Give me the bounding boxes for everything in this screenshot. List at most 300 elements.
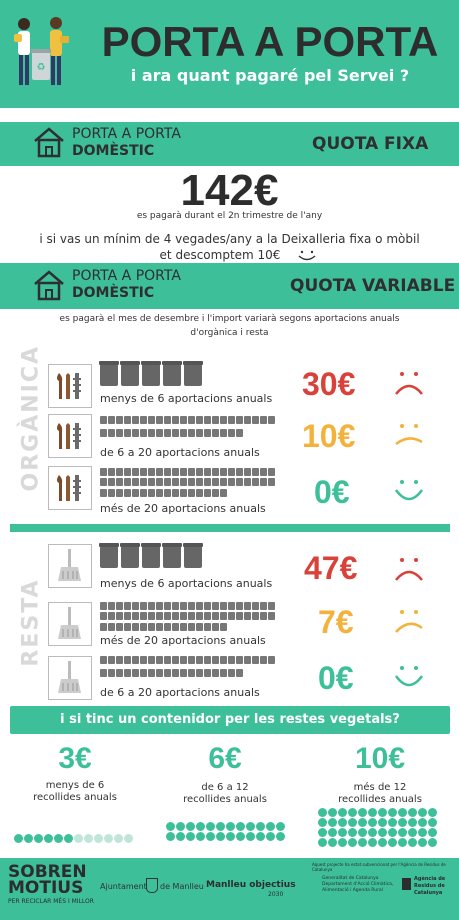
bin-icon <box>108 669 115 677</box>
tree-icon <box>276 822 285 831</box>
bin-icon <box>196 468 203 476</box>
bin-icon <box>228 602 235 610</box>
bin-icon <box>252 416 259 424</box>
bin-icon <box>260 468 267 476</box>
organic-waste-icon <box>48 466 92 510</box>
fixed-discount-line2: et descomptem 10€ <box>159 248 281 262</box>
bin-icon <box>204 489 211 497</box>
bin-icon <box>180 489 187 497</box>
tree-icon <box>428 818 437 827</box>
tree-icons-3 <box>318 808 443 847</box>
bin-icon <box>124 669 131 677</box>
fixed-line1: PORTA A PORTA <box>72 126 181 142</box>
bin-icon <box>228 478 235 486</box>
bin-icon <box>204 478 211 486</box>
bin-icon <box>164 602 171 610</box>
vegetal-label-1b: recollides anuals <box>33 792 117 803</box>
tree-icon <box>338 808 347 817</box>
sad-face-icon <box>392 554 426 588</box>
bin-icon <box>116 429 123 437</box>
svg-text:♻: ♻ <box>36 62 46 73</box>
bin-icon <box>164 656 171 664</box>
bin-icon <box>220 416 227 424</box>
bin-icon <box>148 602 155 610</box>
tree-icon <box>418 818 427 827</box>
tree-icon <box>236 822 245 831</box>
bin-icon <box>140 429 147 437</box>
tree-icon <box>186 822 195 831</box>
footer-objectius-year: 2030 <box>268 891 284 898</box>
bin-icon <box>108 623 115 631</box>
footer-arc-3: Catalunya <box>414 890 443 896</box>
tree-icon <box>398 828 407 837</box>
tree-icon <box>428 808 437 817</box>
bin-icon <box>164 612 171 620</box>
bin-icon <box>220 612 227 620</box>
bin-icon <box>184 546 202 568</box>
bin-icon <box>100 602 107 610</box>
tree-icon <box>34 834 43 843</box>
broom-icon <box>48 656 92 700</box>
bin-icon <box>100 429 107 437</box>
broom-icon <box>48 544 92 588</box>
bin-icon <box>116 669 123 677</box>
bin-icon <box>236 602 243 610</box>
tree-icon <box>368 818 377 827</box>
bin-icon <box>252 468 259 476</box>
bin-icon <box>124 468 131 476</box>
tree-icon <box>176 822 185 831</box>
footer-logo-line2: MOTIUS <box>8 878 84 898</box>
bin-icon <box>132 612 139 620</box>
tree-icon <box>114 834 123 843</box>
fixed-price: 142€ <box>180 166 279 215</box>
bin-icon <box>108 612 115 620</box>
bin-icon <box>148 416 155 424</box>
bin-icon <box>268 416 275 424</box>
bin-icon <box>148 468 155 476</box>
bin-icon <box>156 612 163 620</box>
organic-row2-text: de 6 a 20 aportacions anuals <box>100 446 260 459</box>
bin-icon <box>204 669 211 677</box>
tree-icon <box>266 832 275 841</box>
organic-bins-row3 <box>100 468 280 498</box>
tree-icon <box>358 808 367 817</box>
bin-icon <box>124 602 131 610</box>
bin-icon <box>204 429 211 437</box>
tree-icon <box>44 834 53 843</box>
bin-icon <box>268 602 275 610</box>
bin-icon <box>164 416 171 424</box>
tree-icon <box>348 808 357 817</box>
bin-icon <box>100 478 107 486</box>
tree-icon <box>256 822 265 831</box>
tree-icon <box>328 828 337 837</box>
bin-icon <box>244 656 251 664</box>
arc-logo-icon <box>402 878 411 890</box>
tree-icon <box>338 838 347 847</box>
bin-icon <box>180 602 187 610</box>
bin-icon <box>220 489 227 497</box>
tree-icon <box>166 822 175 831</box>
vegetal-heading: i si tinc un contenidor per les restes vegetals? <box>60 712 400 727</box>
footer-ajuntament-2: de Manlleu <box>160 882 204 891</box>
bin-icon <box>172 429 179 437</box>
bin-icon <box>252 478 259 486</box>
bin-icon <box>100 623 107 631</box>
variable-desc-line1: es pagarà el mes de desembre i l'import variarà segons aportacions anuals <box>59 314 400 324</box>
bin-icon <box>212 612 219 620</box>
bin-icon <box>124 612 131 620</box>
bin-icon <box>196 602 203 610</box>
vegetal-label-2b: recollides anuals <box>183 794 267 805</box>
tree-icon <box>338 818 347 827</box>
bin-icon <box>164 468 171 476</box>
bin-icon <box>148 623 155 631</box>
bin-icon <box>148 489 155 497</box>
organic-row1-text: menys de 6 aportacions anuals <box>100 392 273 405</box>
resta-row2-text: més de 20 aportacions anuals <box>100 634 266 647</box>
bin-icon <box>156 478 163 486</box>
bin-icon <box>188 623 195 631</box>
bin-icon <box>212 623 219 631</box>
tree-icon <box>276 832 285 841</box>
bin-icon <box>132 489 139 497</box>
bin-icon <box>148 669 155 677</box>
tree-icon <box>176 832 185 841</box>
bin-icon <box>100 416 107 424</box>
tree-icon <box>378 828 387 837</box>
bin-icon <box>244 602 251 610</box>
tree-icon <box>408 828 417 837</box>
bin-icon <box>116 489 123 497</box>
bin-icon <box>132 623 139 631</box>
fixed-discount-line1: i si vas un mínim de 4 vegades/any a la Deixalleria fixa o mòbil <box>39 232 420 246</box>
house-icon <box>32 268 66 306</box>
bin-icon <box>116 656 123 664</box>
bin-icon <box>124 416 131 424</box>
bin-icon <box>260 612 267 620</box>
bin-icon <box>142 546 160 568</box>
bin-icon <box>196 489 203 497</box>
resta-row3-price: 0€ <box>318 660 354 696</box>
organic-waste-icon <box>48 414 92 458</box>
bin-icon <box>196 656 203 664</box>
bin-icon <box>204 602 211 610</box>
tree-icon <box>408 818 417 827</box>
bin-icon <box>100 612 107 620</box>
bin-icon <box>108 478 115 486</box>
bin-icon <box>204 468 211 476</box>
tree-icon <box>368 808 377 817</box>
variable-line2: DOMÈSTIC <box>72 285 155 301</box>
tree-icon <box>428 838 437 847</box>
tree-icon <box>388 818 397 827</box>
tree-icon <box>398 838 407 847</box>
bin-icon <box>121 546 139 568</box>
footer-gen-1: Generalitat de Catalunya <box>322 876 379 881</box>
footer-arc-2: Residus de <box>414 883 445 889</box>
resta-row3-text: de 6 a 20 aportacions anuals <box>100 686 260 699</box>
footer-gen-2: Departament d'Acció Climàtica, <box>322 882 394 887</box>
tree-icon <box>74 834 83 843</box>
bin-icon <box>124 623 131 631</box>
vegetal-label-3b: recollides anuals <box>338 794 422 805</box>
fixed-desc: es pagarà durant el 2n trimestre de l'any <box>136 211 323 221</box>
bin-icon <box>108 602 115 610</box>
broom-icon <box>48 602 92 646</box>
bin-icon <box>140 602 147 610</box>
bin-icon <box>188 416 195 424</box>
bin-icon <box>180 612 187 620</box>
tree-icon <box>348 838 357 847</box>
bin-icon <box>268 656 275 664</box>
tree-icon <box>368 828 377 837</box>
bin-icon <box>212 656 219 664</box>
bin-icon <box>196 623 203 631</box>
tree-icon <box>408 838 417 847</box>
bin-icon <box>132 416 139 424</box>
bin-icon <box>220 468 227 476</box>
tree-icon <box>328 818 337 827</box>
bin-icon <box>228 669 235 677</box>
neutral-face-icon <box>392 420 426 454</box>
bin-icon <box>188 468 195 476</box>
bin-icon <box>268 478 275 486</box>
variable-desc-line2: d'orgànica i resta <box>190 328 269 338</box>
bin-icon <box>116 478 123 486</box>
bin-icon <box>236 416 243 424</box>
footer-logo-sub: PER RECICLAR MÉS I MILLOR <box>8 898 94 905</box>
organica-label: ORGÀNICA <box>18 345 44 492</box>
tree-icon <box>418 828 427 837</box>
bin-icon <box>164 489 171 497</box>
bin-icon <box>180 669 187 677</box>
bin-icon <box>236 468 243 476</box>
tree-icon <box>236 832 245 841</box>
footer-arc-1: Agència de <box>414 876 446 882</box>
vegetal-price-2: 6€ <box>208 742 242 775</box>
coat-of-arms-icon <box>146 878 158 893</box>
bin-icon <box>148 612 155 620</box>
bin-icon <box>212 429 219 437</box>
tree-icon <box>54 834 63 843</box>
bin-icon <box>196 416 203 424</box>
bin-icon <box>260 656 267 664</box>
tree-icon <box>348 818 357 827</box>
tree-icon <box>196 832 205 841</box>
bin-icon <box>100 364 118 386</box>
bin-icon <box>116 623 123 631</box>
vegetal-label-3a: més de 12 <box>353 782 407 793</box>
footer-gen-3: Alimentació i Agenda Rural <box>322 888 383 893</box>
bin-icon <box>188 656 195 664</box>
bin-icon <box>142 364 160 386</box>
tree-icon <box>428 828 437 837</box>
tree-icon <box>318 828 327 837</box>
bin-icon <box>172 478 179 486</box>
bin-icon <box>180 623 187 631</box>
tree-icon <box>266 822 275 831</box>
footer-note: Aquest projecte ha estat subvencionat per l'Agència de Residus de Catalunya <box>312 862 446 872</box>
resta-bins-row3 <box>100 656 280 680</box>
bin-icon <box>212 669 219 677</box>
bin-icon <box>172 623 179 631</box>
vegetal-label-2a: de 6 a 12 <box>201 782 249 793</box>
fixed-line2: DOMÈSTIC <box>72 143 155 159</box>
organic-bins-row1 <box>100 364 205 386</box>
bin-icon <box>172 602 179 610</box>
bin-icon <box>100 468 107 476</box>
bin-icon <box>108 416 115 424</box>
tree-icon <box>226 822 235 831</box>
bin-icon <box>252 602 259 610</box>
bin-icon <box>236 612 243 620</box>
house-icon <box>32 125 66 163</box>
tree-icon <box>64 834 73 843</box>
bin-icon <box>132 429 139 437</box>
variable-line1: PORTA A PORTA <box>72 268 181 284</box>
bin-icon <box>172 468 179 476</box>
bin-icon <box>164 478 171 486</box>
organic-row2-price: 10€ <box>302 418 356 454</box>
bin-icon <box>220 478 227 486</box>
bin-icon <box>140 489 147 497</box>
resta-label: RESTA <box>18 578 44 667</box>
bin-icon <box>212 478 219 486</box>
bin-icon <box>156 429 163 437</box>
resta-bins-row2 <box>100 602 280 632</box>
happy-face-icon <box>392 476 426 510</box>
tree-icon <box>378 838 387 847</box>
tree-icon <box>368 838 377 847</box>
tree-icon <box>206 832 215 841</box>
tree-icon <box>226 832 235 841</box>
bin-icon <box>156 669 163 677</box>
tree-icon <box>418 808 427 817</box>
bin-icon <box>140 656 147 664</box>
tree-icon <box>408 808 417 817</box>
bin-icon <box>124 656 131 664</box>
fixed-quota-label: QUOTA FIXA <box>312 134 429 154</box>
organic-row3-text: més de 20 aportacions anuals <box>100 502 266 515</box>
bin-icon <box>188 669 195 677</box>
resta-row1-price: 47€ <box>304 550 358 586</box>
bin-icon <box>180 416 187 424</box>
bin-icon <box>188 489 195 497</box>
tree-icon <box>318 818 327 827</box>
organic-waste-icon <box>48 364 92 408</box>
bin-icon <box>260 602 267 610</box>
divider <box>10 524 450 532</box>
bin-icon <box>156 489 163 497</box>
bin-icon <box>140 468 147 476</box>
bin-icon <box>180 429 187 437</box>
tree-icon <box>14 834 23 843</box>
tree-icon <box>348 828 357 837</box>
page-title: PORTA A PORTA <box>101 18 439 65</box>
bin-icon <box>204 656 211 664</box>
bin-icon <box>140 416 147 424</box>
bin-icon <box>172 656 179 664</box>
tree-icon <box>378 818 387 827</box>
bin-icon <box>196 429 203 437</box>
bin-icon <box>124 478 131 486</box>
bin-icon <box>228 612 235 620</box>
bin-icon <box>156 468 163 476</box>
bin-icon <box>156 656 163 664</box>
bin-icon <box>188 612 195 620</box>
organic-row1-price: 30€ <box>302 366 356 402</box>
bin-icon <box>184 364 202 386</box>
bin-icon <box>121 364 139 386</box>
bin-icon <box>140 478 147 486</box>
bin-icon <box>100 669 107 677</box>
bin-icon <box>172 669 179 677</box>
tree-icon <box>358 828 367 837</box>
tree-icon <box>358 838 367 847</box>
bin-icon <box>188 478 195 486</box>
bin-icon <box>132 669 139 677</box>
bin-icon <box>163 364 181 386</box>
bin-icon <box>148 656 155 664</box>
tree-icon <box>246 822 255 831</box>
happy-face-icon <box>392 662 426 696</box>
tree-icon <box>328 808 337 817</box>
tree-icon <box>216 832 225 841</box>
tree-icon <box>84 834 93 843</box>
bin-icon <box>228 468 235 476</box>
bin-icon <box>220 656 227 664</box>
bin-icon <box>116 468 123 476</box>
tree-icon <box>166 832 175 841</box>
neutral-face-icon <box>392 606 426 640</box>
bin-icon <box>196 478 203 486</box>
bin-icon <box>268 468 275 476</box>
bin-icon <box>108 489 115 497</box>
bin-icon <box>124 489 131 497</box>
bin-icon <box>228 656 235 664</box>
tree-icon <box>256 832 265 841</box>
bin-icon <box>116 612 123 620</box>
bin-icon <box>188 602 195 610</box>
page-subtitle: i ara quant pagaré pel Servei ? <box>130 66 410 85</box>
resta-bins-row1 <box>100 546 205 568</box>
bin-icon <box>116 416 123 424</box>
tree-icon <box>358 818 367 827</box>
bin-icon <box>220 602 227 610</box>
bin-icon <box>156 602 163 610</box>
bin-icon <box>244 416 251 424</box>
vegetal-label-1a: menys de 6 <box>45 780 105 791</box>
tree-icon <box>338 828 347 837</box>
resta-row1-text: menys de 6 aportacions anuals <box>100 577 273 590</box>
bin-icon <box>164 669 171 677</box>
tree-icon <box>206 822 215 831</box>
bin-icon <box>124 429 131 437</box>
bin-icon <box>220 429 227 437</box>
bin-icon <box>148 478 155 486</box>
bin-icon <box>244 612 251 620</box>
bin-icon <box>100 489 107 497</box>
bin-icon <box>108 656 115 664</box>
bin-icon <box>172 416 179 424</box>
bin-icon <box>268 612 275 620</box>
footer-ajuntament-1: Ajuntament <box>100 882 147 891</box>
bin-icon <box>204 416 211 424</box>
bin-icon <box>148 429 155 437</box>
tree-icon <box>378 808 387 817</box>
